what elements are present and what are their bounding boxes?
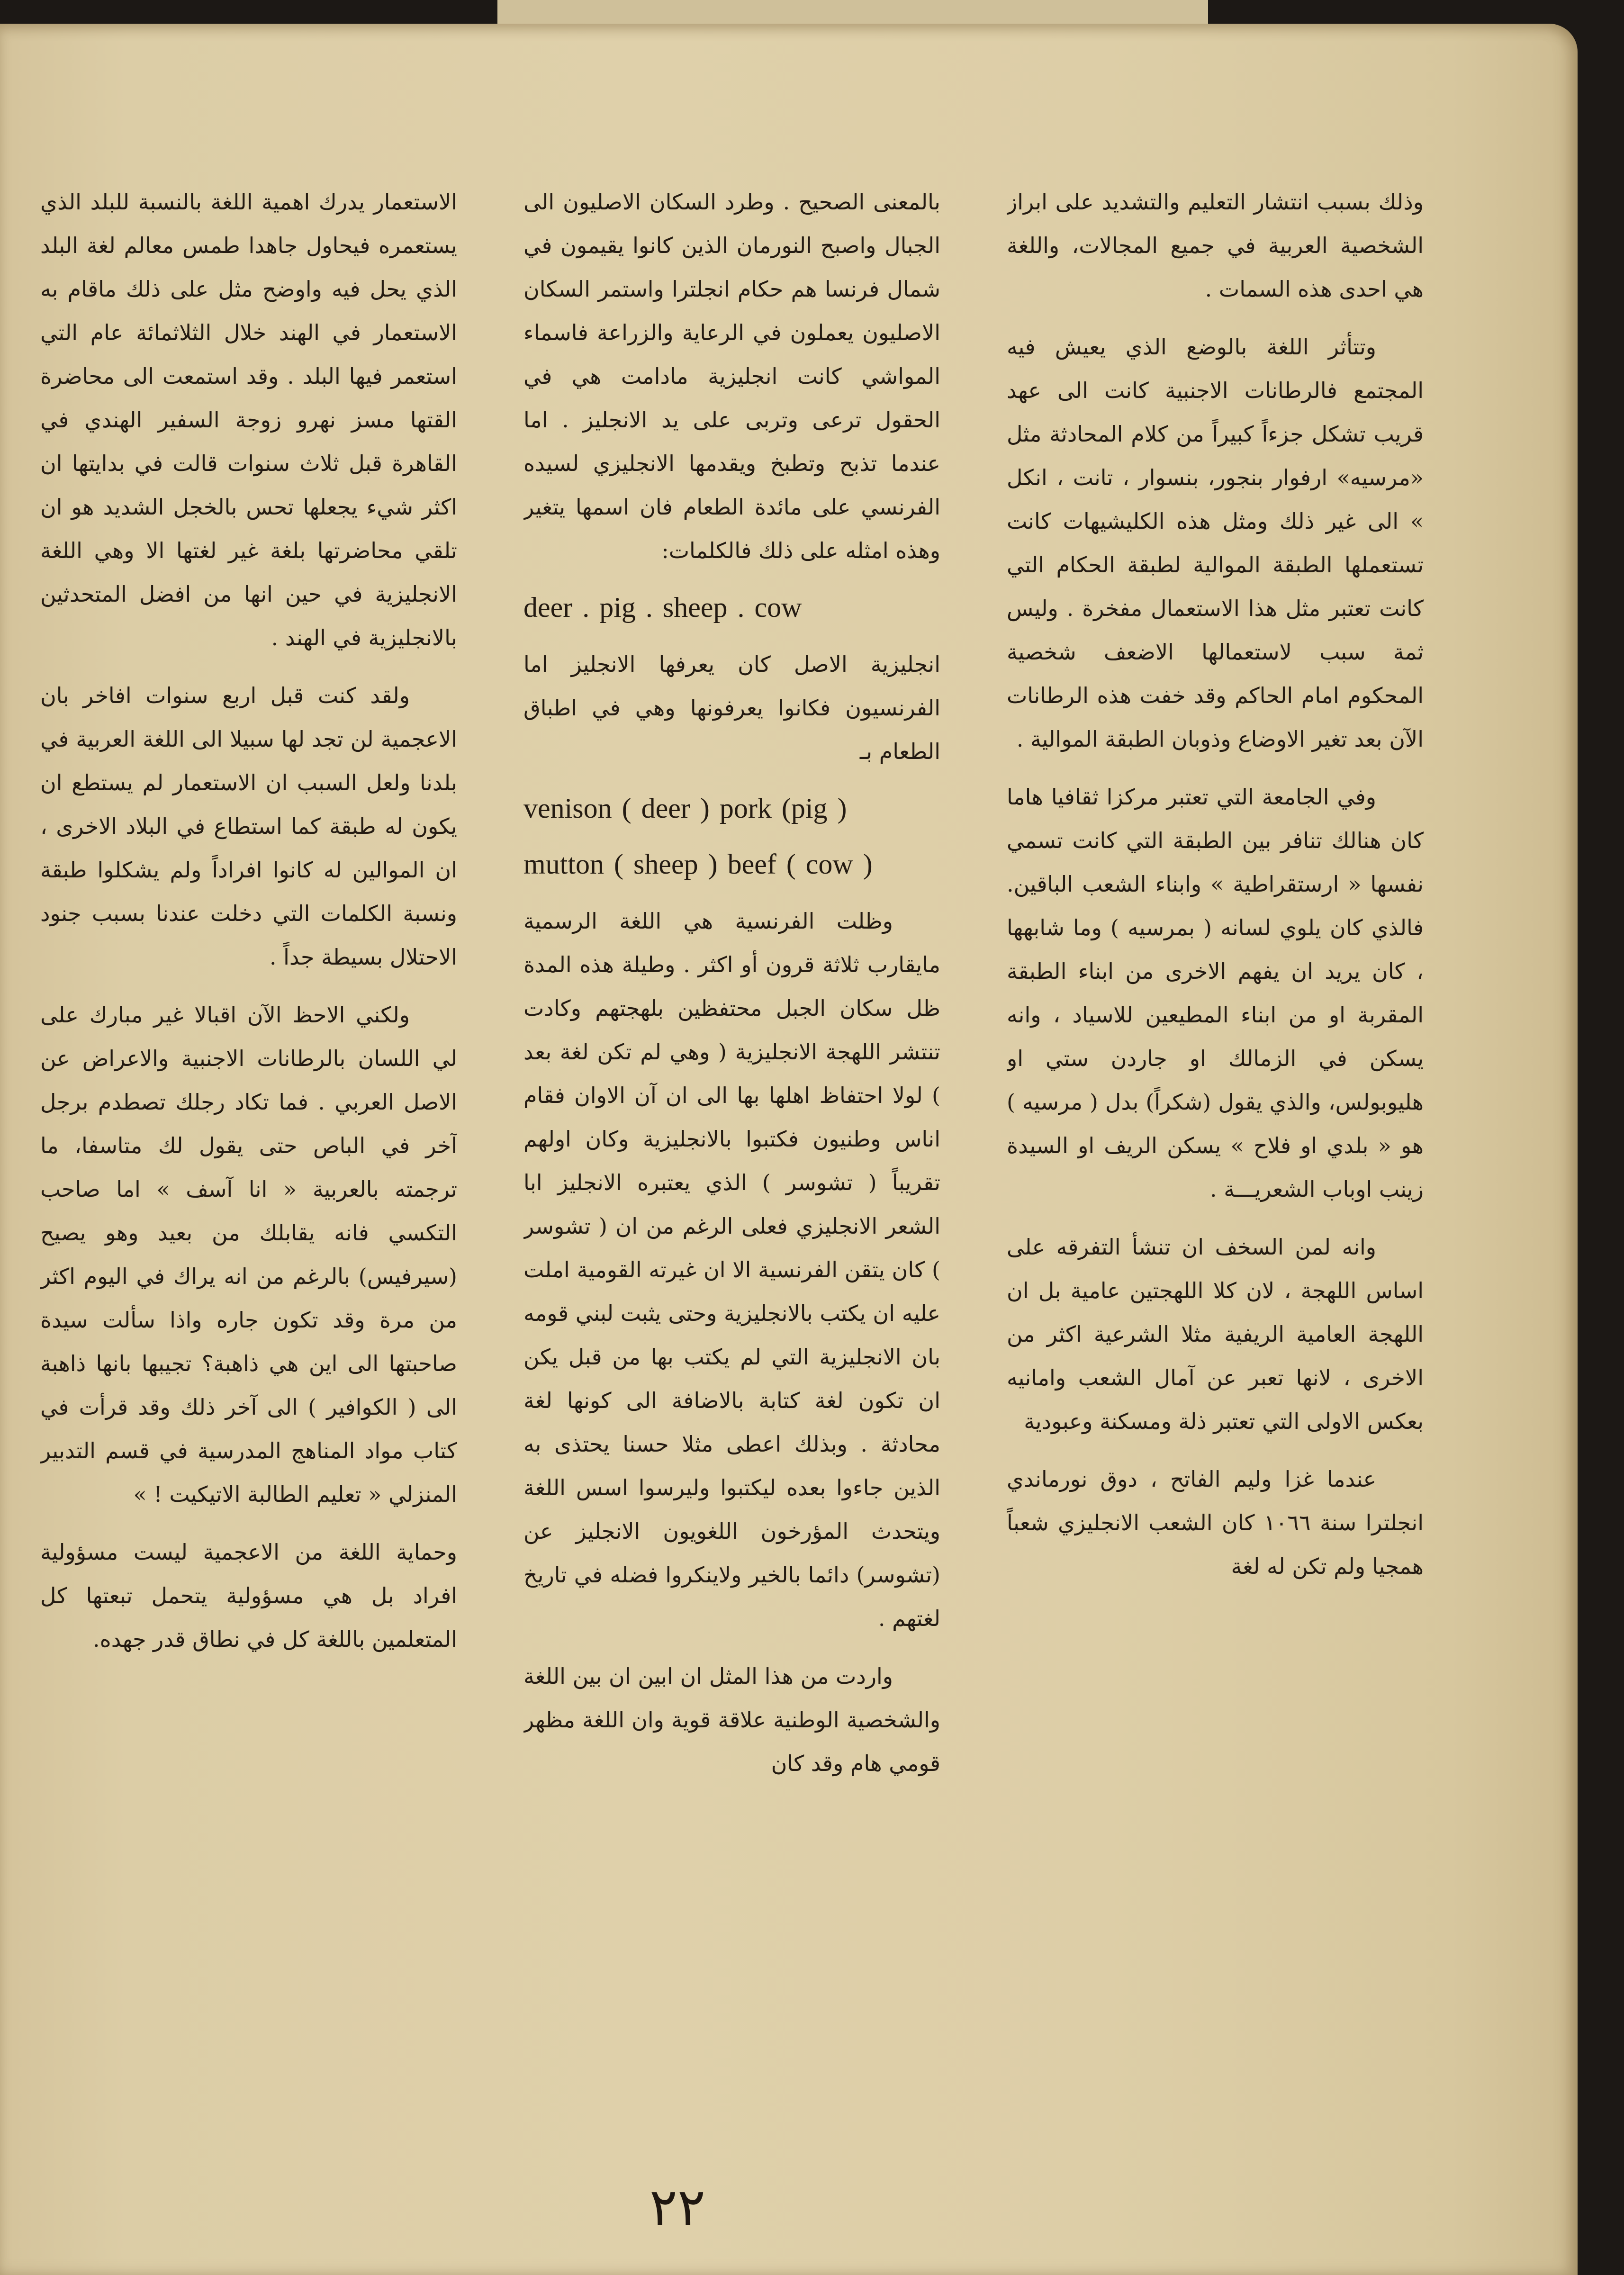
paragraph: وانه لمن السخف ان تنشأ التفرقه على اساس اللهجة ، لان كلا اللهجتين عامية بل ان اللهجة العامية الريفية مثلا الشرعية اكثر من الاخرى ، لانها تعبر عن آمال الشعب وامانيه بعكس الاولى التي تعتبر ذلة ومسكنة وعبودية <box>1007 1234 1424 1434</box>
paragraph: عندما غزا وليم الفاتح ، دوق نورماندي انجلترا سنة ١٠٦٦ كان الشعب الانجليزي شعباً همجيا ولم تكن له لغة <box>1007 1466 1424 1579</box>
column-left <box>40 180 457 2066</box>
paragraph: ولقد كنت قبل اربع سنوات افاخر بان الاعجمية لن تجد لها سبيلا الى اللغة العربية في بلدنا ولعل السبب ان الاستعمار لم يستطع ان يكون له طبقة كما استطاع في البلاد الاخرى ، ان الموالين له كانوا افراداً ولم يشكلوا طبقة ونسبة الكلمات التي دخلت عندنا بسبب جنود الاحتلال بسيطة جداً . <box>40 683 457 970</box>
paragraph: وتتأثر اللغة بالوضع الذي يعيش فيه المجتمع فالرطانات الاجنبية كانت الى عهد قريب تشكل جزءاً كبيراً من كلام المحادثة مثل «مرسيه» ارفوار بنجور، بنسوار ، تانت ، انكل » الى غير ذلك ومثل هذه الكليشيهات كانت تستعملها الطبقة الموالية لطبقة الحكام التي كانت تعتبر مثل هذا الاستعمال مفخرة . وليس ثمة سبب لاستعمالها الاضعف شخصية المحكوم امام الحاكم وقد خفت هذه الرطانات الآن بعد تغير الاوضاع وذوبان الطبقة الموالية . <box>1007 334 1424 752</box>
paragraph: الاستعمار يدرك اهمية اللغة بالنسبة للبلد الذي يستعمره فيحاول جاهدا طمس معالم لغة البلد الذي يحل فيه واوضح مثل على ذلك ماقام به الاستعمار في الهند خلال الثلاثمائة عام التي استعمر فيها البلد . وقد استمعت الى محاضرة القتها مسز نهرو زوجة السفير الهندي في القاهرة قبل ثلاث سنوات قالت في بدايتها ان اكثر شيء يجعلها تحس بالخجل الشديد هو ان تلقي محاضرتها بلغة غير لغتها الا وهي اللغة الانجليزية في حين انها من افضل المتحدثين بالانجليزية في الهند . <box>40 189 457 650</box>
paragraph: واردت من هذا المثل ان ابين ان بين اللغة والشخصية الوطنية علاقة قوية وان اللغة مظهر قومي هام وقد كان <box>523 1663 940 1776</box>
paragraph: وحماية اللغة من الاعجمية ليست مسؤولية افراد بل هي مسؤولية يتحمل تبعتها كل المتعلمين باللغة كل في نطاق قدر جهده. <box>40 1539 457 1652</box>
document-page <box>0 24 1578 2275</box>
english-word-list: venison ( deer ) pork (pig ) <box>523 793 847 824</box>
paragraph: بالمعنى الصحيح . وطرد السكان الاصليون الى الجبال واصبح النورمان الذين كانوا يقيمون في شمال فرنسا هم حكام انجلترا واستمر السكان الاصليون يعملون في الرعاية والزراعة فاسماء المواشي كانت انجليزية مادامت هي في الحقول ترعى وتربى على يد الانجليز . اما عندما تذبح وتطبخ ويقدمها الانجليزي لسيده الفرنسي على مائدة الطعام فان اسمها يتغير وهذه امثله على ذلك فالكلمات: <box>523 189 940 563</box>
column-right <box>1007 180 1424 2066</box>
paragraph: انجليزية الاصل كان يعرفها الانجليز اما الفرنسيون فكانوا يعرفونها وهي في اطباق الطعام بـ <box>523 651 940 764</box>
column-middle <box>523 180 940 2066</box>
paragraph: وفي الجامعة التي تعتبر مركزا ثقافيا هاما كان هنالك تنافر بين الطبقة التي كانت تسمي نفسها « ارستقراطية » وابناء الشعب الباقين. فالذي كان يلوي لسانه ( بمرسيه ) وما شابهها ، كان يريد ان يفهم الاخرى من ابناء الطبقة المقربة او من ابناء المطيعين للاسياد ، وانه يسكن في الزمالك او جاردن ستي او هليوبولس، والذي يقول (شكراً) بدل ( مرسيه ) هو « بلدي او فلاح » يسكن الريف او السيدة زينب اوباب الشعريـــة . <box>1007 784 1424 1202</box>
paragraph: ولكني الاحظ الآن اقبالا غير مبارك على لي اللسان بالرطانات الاجنبية والاعراض عن الاصل العربي . فما تكاد رجلك تصطدم برجل آخر في الباص حتى يقول لك متاسفا، ما ترجمته بالعربية « انا آسف » اما صاحب التكسي فانه يقابلك من بعيد وهو يصيح (سيرفيس) بالرغم من انه يراك في اليوم اكثر من مرة وقد تكون جاره واذا سألت سيدة صاحبتها الى اين هي ذاهبة؟ تجيبها بانها ذاهبة الى ( الكوافير ) الى آخر ذلك وقد قرأت في كتاب مواد المناهج المدرسية في قسم التدبير المنزلي « تعليم الطالبة الاتيكيت ! » <box>40 1002 457 1507</box>
english-word-list: deer . pig . sheep . cow <box>523 592 802 623</box>
english-word-list: mutton ( sheep ) beef ( cow ) <box>523 849 873 880</box>
paragraph: وذلك بسبب انتشار التعليم والتشديد على ابراز الشخصية العربية في جميع المجالات، واللغة هي احدى هذه السمات . <box>1007 189 1424 302</box>
page-number: ٢٢ <box>649 2177 706 2238</box>
paragraph: وظلت الفرنسية هي اللغة الرسمية مايقارب ثلاثة قرون أو اكثر . وطيلة هذه المدة ظل سكان الجبل محتفظين بلهجتهم وكادت تنتشر اللهجة الانجليزية ( وهي لم تكن لغة بعد ) لولا احتفاظ اهلها بها الى ان آن الاوان فقام اناس وطنيون فكتبوا بالانجليزية وكان اولهم تقريباً ( تشوسر ) الذي يعتبره الانجليز ابا الشعر الانجليزي فعلى الرغم من ان ( تشوسر ) كان يتقن الفرنسية الا ان غيرته القومية املت عليه ان يكتب بالانجليزية وحتى يثبت لبني قومه بان الانجليزية التي لم يكتب بها من قبل يكن ان تكون لغة كتابة بالاضافة الى كونها لغة محادثة . وبذلك اعطى مثلا حسنا يحتذى به الذين جاءوا بعده ليكتبوا وليرسوا اسس اللغة ويتحدث المؤرخون اللغويون الانجليز عن (تشوسر) دائما بالخير ولاينكروا فضله في تاريخ لغتهم . <box>523 908 940 1631</box>
